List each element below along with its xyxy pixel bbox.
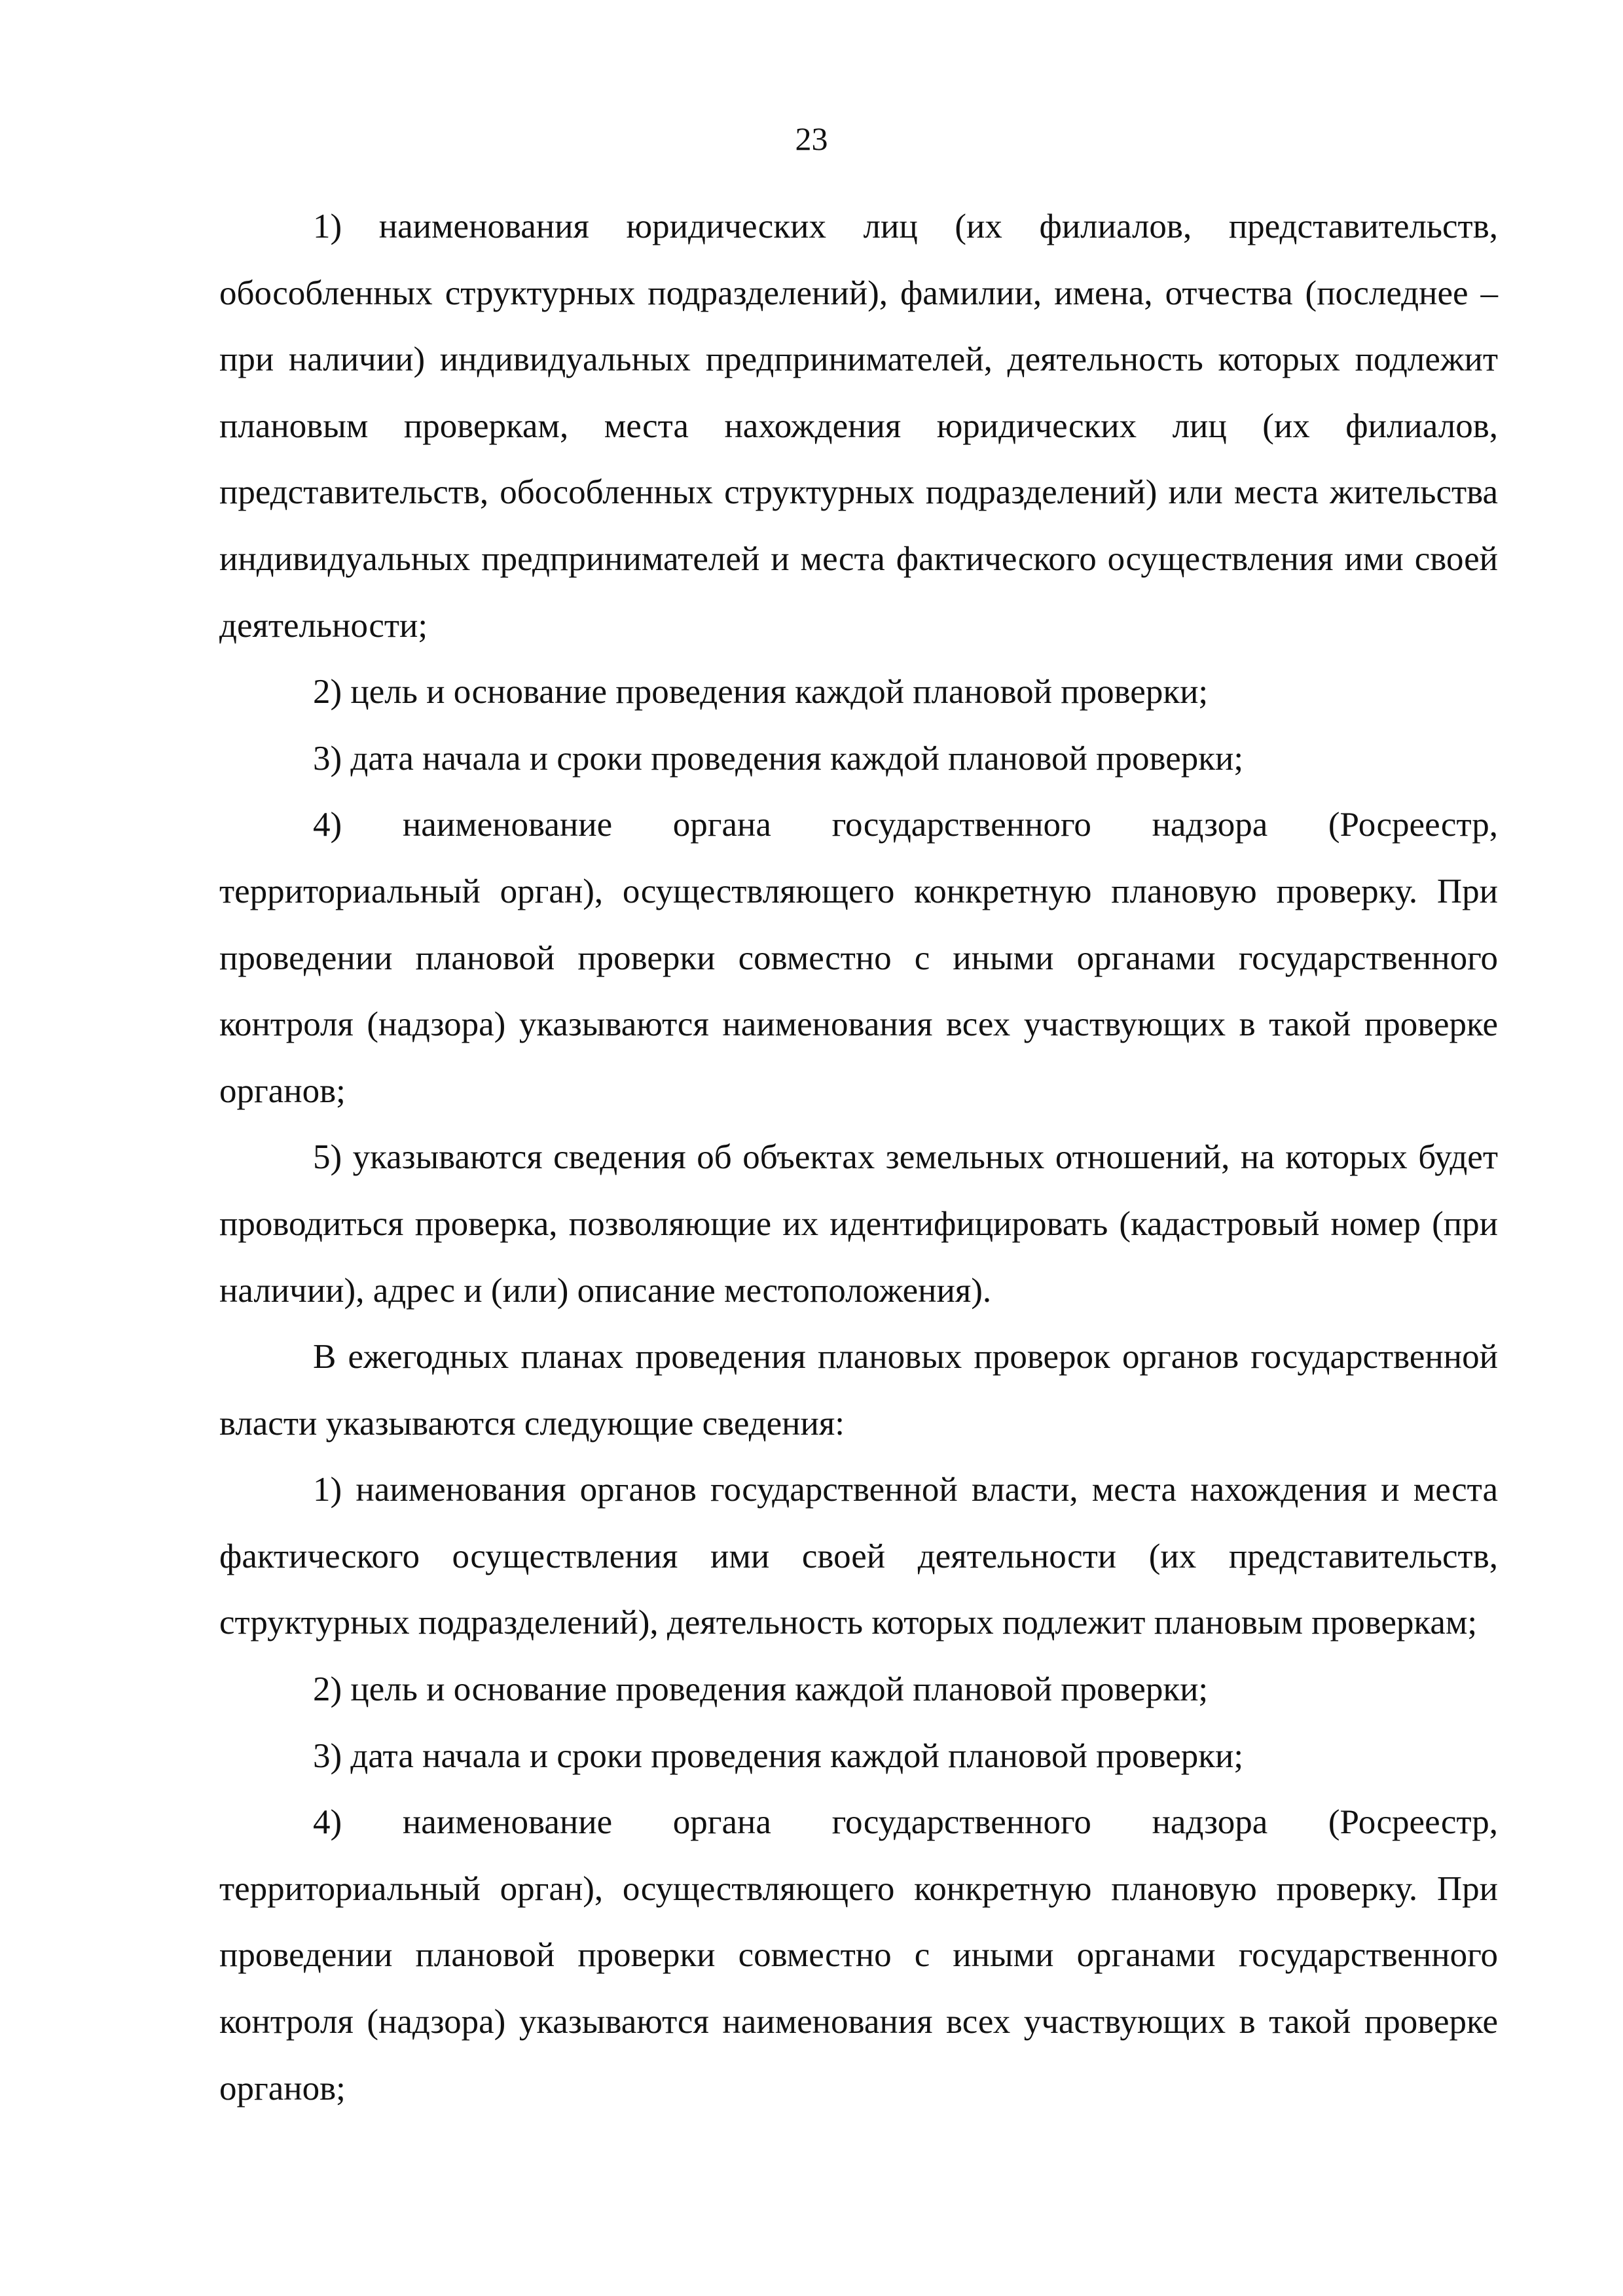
paragraph-land-objects-info: 5) указываются сведения об объектах земельных отношений, на которых будет проводиться проверка, позволяющие их идентифицировать (кадастровый номер (при наличии), адрес и (или) описание местоположения). bbox=[219, 1138, 1498, 1310]
paragraph-purpose-and-grounds: 2) цель и основание проведения каждой плановой проверки; bbox=[313, 673, 1209, 711]
document-body bbox=[219, 194, 1498, 2122]
paragraph-start-date-and-terms: 3) дата начала и сроки проведения каждой плановой проверки; bbox=[313, 739, 1244, 778]
paragraph-legal-entities-names: 1) наименования юридических лиц (их филиалов, представительств, обособленных структурных подразделений), фамилии, имена, отчества (последнее – при наличии) индивидуальных предпринимателей, деятельность которых подлежит плановым проверкам, места нахождения юридических лиц (их филиалов, представительств, обособленных структурных подразделений) или места жительства индивидуальных предпринимателей и места фактического осуществления ими своей деятельности; bbox=[219, 207, 1498, 645]
paragraph-purpose-and-grounds-2: 2) цель и основание проведения каждой плановой проверки; bbox=[313, 1670, 1209, 1709]
paragraph-supervision-body-name-2: 4) наименование органа государственного надзора (Росреестр, территориальный орган), осуществляющего конкретную плановую проверку. При проведении плановой проверки совместно с иными органами государственного контроля (надзора) указываются наименования всех участвующих в такой проверке органов; bbox=[219, 1803, 1498, 2108]
paragraph-supervision-body-name: 4) наименование органа государственного надзора (Росреестр, территориальный орган), осуществляющего конкретную плановую проверку. При проведении плановой проверки совместно с иными органами государственного контроля (надзора) указываются наименования всех участвующих в такой проверке органов; bbox=[219, 806, 1498, 1110]
page-number: 23 bbox=[795, 120, 828, 157]
paragraph-state-bodies-names: 1) наименования органов государственной власти, места нахождения и места фактического осуществления ими своей деятельности (их представительств, структурных подразделений), деятельность которых подлежит плановым проверкам; bbox=[219, 1471, 1498, 1642]
paragraph-state-bodies-plans-intro: В ежегодных планах проведения плановых проверок органов государственной власти указываются следующие сведения: bbox=[219, 1338, 1498, 1443]
paragraph-start-date-and-terms-2: 3) дата начала и сроки проведения каждой плановой проверки; bbox=[313, 1736, 1244, 1775]
